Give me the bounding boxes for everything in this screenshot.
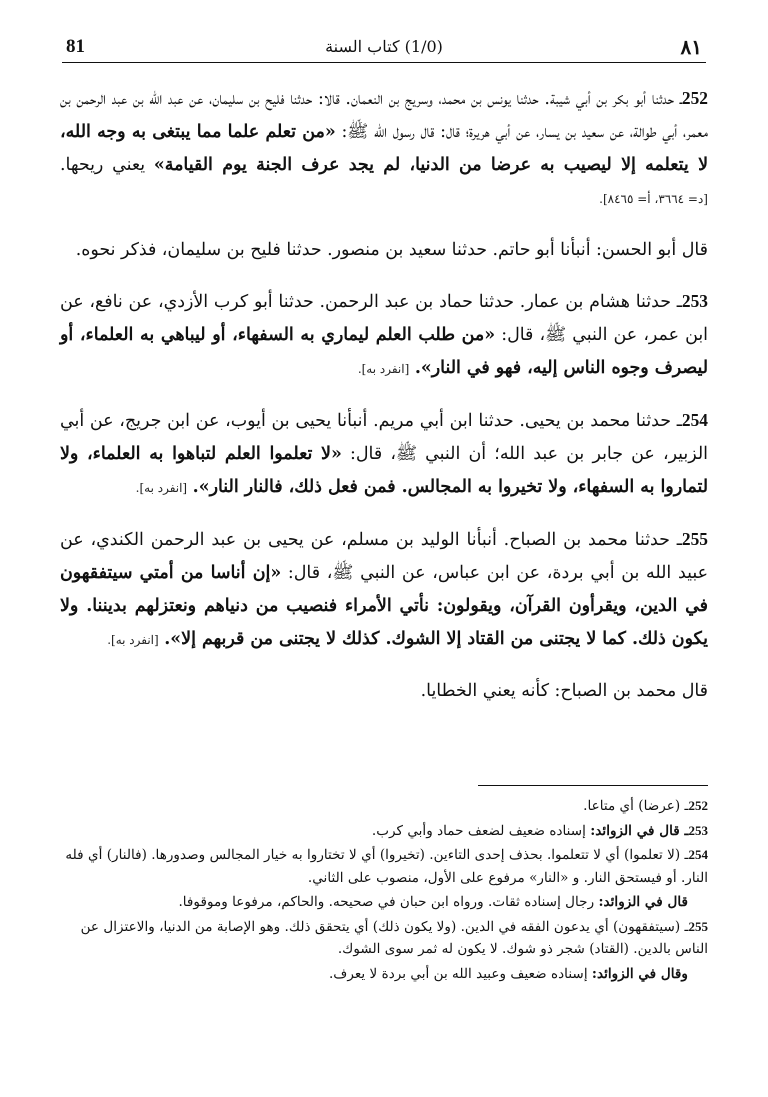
hadith-255: 255ـ حدثنا محمد بن الصباح. أنبأنا الوليد بن مسلم، عن يحيى بن عبد الرحمن الكندي، عن عبيد الله بن أبي بردة، عن ابن عباس، عن النبي ﷺ، قال: «إن أناسا من أمتي سيتفقهون في الدين، ويقرأون القرآن، ويقولون: نأتي الأمراء فنصيب من دنياهم ونعتزلهم بديننا. ولا يكون ذلك. كما لا يجتنى من القتاد إلا الشوك. كذلك لا يجتنى من قربهم إلا». [انفرد به]. bbox=[60, 529, 708, 649]
page-number-arabic: ٨١ bbox=[680, 35, 702, 59]
hadith-252: 252ـ حدثنا أبو بكر بن أبي شيبة. حدثنا يونس بن محمد، وسريج بن النعمان. قالا: حدثنا فليح بن سليمان، عن عبد الله بن عبد الرحمن بن معمر، أبي طوالة، عن سعيد بن يسار، عن أبي هريرة؛ قال: قال رسول الله ﷺ: «من تعلم علما مما يبتغى به وجه الله، لا يتعلمه إلا ليصيب به عرضا من الدنيا، لم يجد عرف الجنة يوم القيامة» يعني ريحها. [د= ٣٦٦٤، أ= ٨٤٦٥]. bbox=[60, 88, 709, 206]
reference: [انفرد به]. bbox=[135, 481, 188, 495]
isnad: ـ حدثنا أبو بكر بن أبي شيبة. حدثنا يونس بن محمد، وسريج بن النعمان. قالا: حدثنا فليح بن سليمان، عن عبد الله بن عبد الرحمن بن معمر، أبي طوالة، عن سعيد بن يسار، عن أبي هريرة؛ قال: قال رسول الله ﷺ: bbox=[60, 89, 708, 142]
hadith-254: 254ـ حدثنا محمد بن يحيى. حدثنا ابن أبي مريم. أنبأنا يحيى بن أيوب، عن ابن جريج، عن أبي الزبير، عن جابر بن عبد الله؛ أن النبي ﷺ، قال: «لا تعلموا العلم لتباهوا به العلماء، ولا لتماروا به السفهاء، ولا تخيروا به المجالس. فمن فعل ذلك، فالنار النار». [انفرد به]. bbox=[60, 410, 708, 497]
hadith-253: 253ـ حدثنا هشام بن عمار. حدثنا حماد بن عبد الرحمن. حدثنا أبو كرب الأزدي، عن نافع، عن ابن عمر، عن النبي ﷺ، قال: «من طلب العلم ليماري به السفهاء، أو ليباهي به العلماء، أو ليصرف وجوه الناس إليه، فهو في النار». [انفرد به]. bbox=[60, 291, 709, 378]
matn: «لا تعلموا العلم لتباهوا به العلماء، ولا لتماروا به السفهاء، ولا تخيروا به المجالس. فمن فعل ذلك، فالنار النار». bbox=[60, 444, 708, 497]
main-text bbox=[60, 82, 708, 726]
reference: [د= ٣٦٦٤، أ= ٨٤٦٥]. bbox=[599, 192, 708, 206]
isnad: ـ حدثنا هشام بن عمار. حدثنا حماد بن عبد الرحمن. حدثنا أبو كرب الأزدي، عن نافع، عن ابن عمر، عن النبي ﷺ، قال: bbox=[60, 292, 709, 345]
footnote-separator bbox=[478, 785, 708, 786]
narrator-note: قال محمد بن الصباح: كأنه يعني الخطايا. bbox=[420, 681, 708, 701]
isnad: ـ حدثنا محمد بن يحيى. حدثنا ابن أبي مريم. أنبأنا يحيى بن أيوب، عن ابن جريج، عن أبي الزبير، عن جابر بن عبد الله؛ أن النبي ﷺ، قال: bbox=[60, 411, 708, 464]
isnad: ـ حدثنا محمد بن الصباح. أنبأنا الوليد بن مسلم، عن يحيى بن عبد الرحمن الكندي، عن عبيد الله بن أبي بردة، عن ابن عباس، عن النبي ﷺ، قال: bbox=[60, 530, 708, 583]
footnote-255: 255ـ (سيتفقهون) أي يدعون الفقه في الدين. (ولا يكون ذلك) أي يتحقق ذلك. وهو الإصابة من الدنيا، والاعتزال عن الناس بالدين. (القتاد) شجر ذو شوك. لا يكون له ثمر سوى الشوك. bbox=[80, 918, 708, 957]
reference: [انفرد به]. bbox=[357, 362, 410, 376]
footnote-254: 254ـ (لا تعلموا) أي لا تتعلموا. بحذف إحدى التاءين. (تخيروا) أي لا تختاروا به خيار المجالس وصدورها. (فالنار) أي فله النار. أو فيستحق النار. و «النار» مرفوع على الأول، منصوب على الثاني. bbox=[65, 847, 708, 886]
footnote-254-zawaid: قال في الزوائد: رجال إسناده ثقات. ورواه ابن حبان في صحيحه. والحاكم، مرفوعا وموقوفا. bbox=[178, 894, 688, 910]
narrator-note: قال أبو الحسن: أنبأنا أبو حاتم. حدثنا سعيد بن منصور. حدثنا فليح بن سليمان، فذكر نحوه. bbox=[75, 240, 708, 260]
running-title: (1/0) كتاب السنة bbox=[325, 37, 443, 56]
footnote-253: 253ـ قال في الزوائد: إسناده ضعيف لضعف حماد وأبي كرب. bbox=[371, 822, 708, 839]
footnote-252: 252ـ (عرضا) أي متاعا. bbox=[583, 798, 708, 814]
reference: [انفرد به]. bbox=[107, 633, 159, 647]
page-number-latin: 81 bbox=[66, 36, 85, 57]
matn: «إن أناسا من أمتي سيتفقهون في الدين، ويقرأون القرآن، ويقولون: نأتي الأمراء فنصيب من دنياهم ونعتزلهم بديننا. ولا يكون ذلك. كما لا يجتنى من القتاد إلا الشوك. كذلك لا يجتنى من قربهم إلا». bbox=[60, 563, 708, 649]
page-header bbox=[62, 34, 706, 63]
footnote-255-zawaid: وقال في الزوائد: إسناده ضعيف وعبيد الله بن أبي بردة لا يعرف. bbox=[328, 965, 688, 982]
matn: «من تعلم علما مما يبتغى به وجه الله، لا يتعلمه إلا ليصيب به عرضا من الدنيا، لم يجد عرف الجنة يوم القيامة» bbox=[60, 122, 709, 175]
matn: «من طلب العلم ليماري به السفهاء، أو ليباهي به العلماء، أو ليصرف وجوه الناس إليه، فهو في النار». bbox=[60, 325, 708, 378]
footnotes bbox=[60, 795, 708, 987]
gloss: يعني ريحها. bbox=[60, 155, 146, 175]
